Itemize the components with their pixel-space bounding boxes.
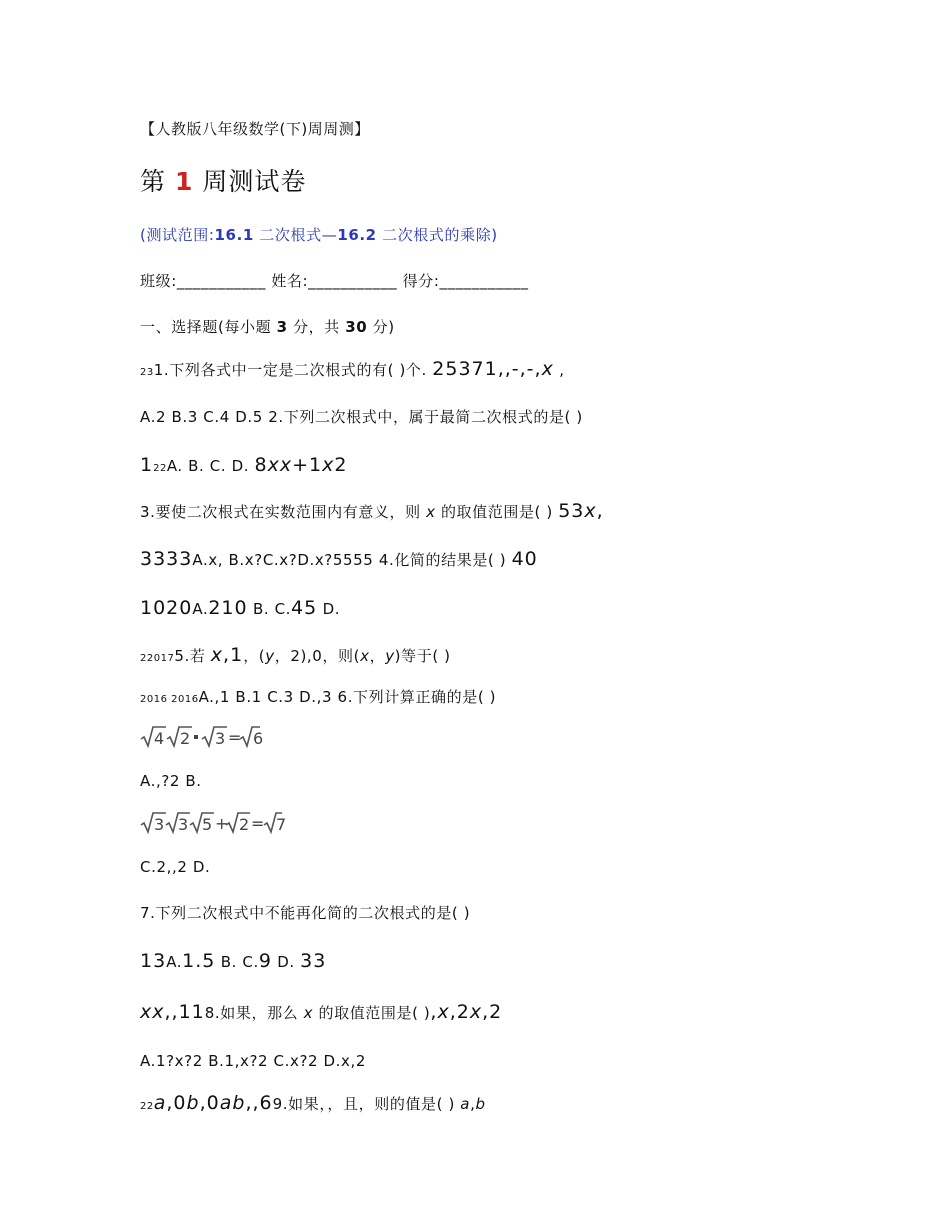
variable-a: a [153,1092,167,1114]
question-text: 1.下列各式中一定是二次根式的有( )个. [153,361,433,379]
range-start-section: 16.1 [214,226,254,244]
fragment-large: ,0 [199,1092,220,1114]
question-9 [140,1092,486,1118]
question-6-options-ab: A.,?2 B. [140,772,202,790]
variable-b: b [186,1092,200,1114]
variable-y: y [265,647,275,665]
week-number: 1 [174,167,194,196]
section-text: 分) [367,318,395,336]
range-mid: 二次根式— [253,226,338,244]
section-heading [140,316,395,338]
fragment-large: 2 [334,454,348,476]
fragment-small: 22 [140,1101,154,1112]
variable-x: x [437,1001,450,1023]
fragment-large: ,0 [166,1092,187,1114]
options-text: D. [271,953,301,971]
fragment: , [553,361,565,379]
question-text: ，2),0，则( [274,647,361,665]
student-info: 班级:___________ 姓名:___________ 得分:___________ [140,272,529,290]
variable-x: x [541,358,554,380]
question-text: ，( [243,647,266,665]
question-4-options [140,597,340,620]
fragment-large: ,,11 [164,1001,205,1023]
sqrt-formula-icon [140,724,264,750]
fragment-large: ,1 [223,644,244,666]
question-6-options-cd: C.2,,2 D. [140,858,211,876]
question-7: 7.下列二次根式中不能再化简的二次根式的是( ) [140,904,471,922]
variable-x: x [210,644,224,666]
points-per-question: 3 [276,318,288,336]
fragment-large: 1.5 [182,950,216,972]
variable-x: x [303,1004,314,1022]
question-2-options [140,454,347,480]
question-text: 3.要使二次根式在实数范围内有意义，则 [140,503,427,521]
question-5-options [140,686,496,711]
svg-text:2: 2 [239,815,250,834]
fragment-large: 1 [140,454,154,476]
range-end: 二次根式的乘除) [376,226,498,244]
title-suffix: 周测试卷 [202,167,307,196]
title-prefix: 第 [140,167,167,196]
fragment-small: 22017 [140,653,175,664]
options-text: A.,1 B.1 C.3 D.,3 6.下列计算正确的是( ) [198,688,497,706]
fragment-large: ,2 [449,1001,470,1023]
question-3-options [140,548,538,571]
fragment-large: , [430,1001,438,1023]
fragment-large: 33 [300,950,327,972]
fragment-large: 210 [208,597,248,619]
section-text: 分，共 [287,318,346,336]
question-text: 5.若 [174,647,211,665]
question-7-options [140,950,326,973]
variable-x: x [322,454,335,476]
fragment-large: 9 [258,950,272,972]
options-text: A. B. C. D. [166,457,255,475]
formula-image-1 [140,724,264,750]
question-8-options: A.1?x?2 B.1,x?2 C.x?2 D.x,2 [140,1052,367,1070]
options-text: A. [166,953,183,971]
fragment-large: ,2 [482,1001,503,1023]
svg-text:5: 5 [202,815,213,834]
fragment-large: 8 [254,454,268,476]
svg-text:=: = [251,814,265,833]
question-text: )等于( ) [394,647,451,665]
question-text: ， [369,647,386,665]
sqrt-formula-icon [140,810,287,836]
variable-a: a [460,1095,471,1113]
range-open: (测试范围: [140,226,215,244]
options-text: B. C. [247,600,292,618]
options-text: B. C. [215,953,259,971]
fragment-large: ,,6 [245,1092,273,1114]
variable-ab: ab [219,1092,246,1114]
fragment-large: 40 [511,548,538,570]
question-1-options: A.2 B.3 C.4 D.5 2.下列二次根式中，属于最简二次根式的是( ) [140,408,583,426]
document-header: 【人教版八年级数学(下)周周测】 [140,120,370,138]
fragment: , [470,1095,476,1113]
variable-xx: xx [140,1001,165,1023]
svg-text:3: 3 [154,815,165,834]
fragment-large: +1 [292,454,323,476]
svg-text:2: 2 [180,729,191,748]
question-3 [140,500,604,523]
section-text: 一、选择题(每小题 [140,318,277,336]
range-end-section: 16.2 [337,226,377,244]
fragment-large: 3333 [140,548,193,570]
question-5 [140,644,451,670]
question-text: 9.如果，，且，则的值是( ) [272,1095,461,1113]
variable-xx: xx [267,454,293,476]
test-range [140,224,498,246]
formula-image-2 [140,810,287,836]
variable-y: y [385,647,395,665]
options-text: D. [317,600,341,618]
variable-x: x [360,647,370,665]
options-text: A. [192,600,209,618]
svg-text:6: 6 [253,729,264,748]
question-text: 8.如果，那么 [204,1004,304,1022]
fragment-large: 53 [558,500,585,522]
question-text: 的取值范围是( ) [313,1004,431,1022]
fragment-small: 2016 2016 [140,694,199,705]
fragment-large: 13 [140,950,167,972]
fragment-large: 25371,,-,-, [432,358,542,380]
fragment-large: 1020 [140,597,193,619]
fragment-small: 22 [153,463,167,474]
variable-b: b [475,1095,486,1113]
question-text: 的取值范围是( ) [435,503,559,521]
svg-text:7: 7 [276,815,287,834]
variable-x: x [584,500,597,522]
variable-x: x [426,503,436,521]
svg-text:3: 3 [178,815,189,834]
total-points: 30 [345,318,368,336]
svg-text:3: 3 [215,729,226,748]
question-1 [140,358,565,384]
svg-text:+: + [215,814,229,833]
fragment-small: 23 [140,367,154,378]
page-title [140,166,306,198]
variable-x: x [469,1001,483,1023]
options-text: A.x, B.x?C.x?D.x?5555 4.化简的结果是( ) [192,551,512,569]
question-8 [140,1001,502,1024]
svg-text:=: = [228,728,242,747]
fragment-large: 45 [291,597,318,619]
svg-text:4: 4 [154,729,165,748]
fragment: , [596,500,604,522]
